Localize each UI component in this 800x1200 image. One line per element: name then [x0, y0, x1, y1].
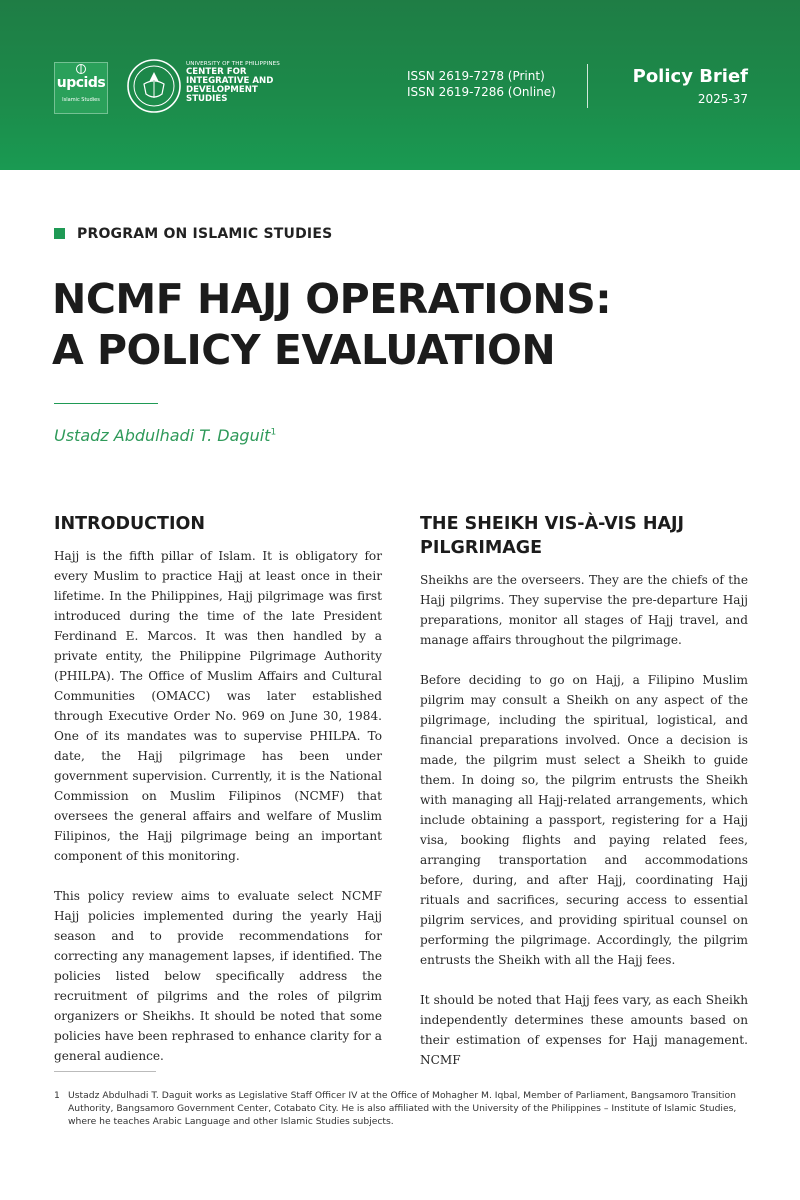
emblem-icon: [71, 63, 91, 75]
author-name: Ustadz Abdulhadi T. Daguit: [54, 426, 271, 445]
issn-block: [407, 68, 556, 100]
logo-subtext: Islamic Studies: [62, 97, 100, 103]
policy-brief-number: 2025-37: [697, 92, 748, 106]
center-name-line-4: STUDIES: [186, 93, 228, 104]
page-title: [52, 274, 752, 376]
center-name-line-2: INTEGRATIVE AND: [186, 75, 274, 86]
program-label: [54, 226, 332, 242]
university-seal-icon: [126, 58, 182, 114]
issn-print: ISSN 2619-7278 (Print): [407, 69, 545, 83]
center-name-line-1: CENTER FOR: [186, 66, 247, 77]
right-column: [420, 512, 748, 1090]
footnote: [54, 1089, 750, 1128]
title-line-2: A POLICY EVALUATION: [52, 326, 556, 374]
header-divider: [587, 64, 588, 108]
paragraph: It should be noted that Hajj fees vary, as each Sheikh independently determines these amounts based on their estimation of expenses for Hajj management. NCMF: [420, 993, 748, 1067]
title-rule: [54, 403, 158, 404]
left-column: [54, 512, 382, 1086]
policy-brief-label: Policy Brief: [632, 66, 748, 87]
title-line-1: NCMF HAJJ OPERATIONS:: [52, 275, 612, 323]
issn-online: ISSN 2619-7286 (Online): [407, 85, 556, 99]
footnote-text: Ustadz Abdulhadi T. Daguit works as Legislative Staff Officer IV at the Office of Mohagher M. Iqbal, Member of Parliament, Bangsamoro Transition Authority, Bangsamoro Government Center, Cotabato City. He is also affiliated with the University of the Philippines – Institute of Islamic Studies, where he teaches Arabic Language and other Islamic Studies subjects.: [68, 1090, 737, 1127]
footnote-number: 1: [54, 1090, 60, 1101]
sheikh-heading: THE SHEIKH VIS-À-VIS HAJJ PILGRIMAGE: [420, 514, 685, 558]
university-line: UNIVERSITY OF THE PHILIPPINES: [186, 61, 280, 67]
footnote-rule: [54, 1071, 156, 1072]
center-name: [186, 62, 326, 104]
center-name-line-3: DEVELOPMENT: [186, 84, 258, 95]
author-footnote-mark: 1: [270, 427, 277, 438]
paragraph: Before deciding to go on Hajj, a Filipino Muslim pilgrim may consult a Sheikh on any aspect of the pilgrimage, including the spiritual, logistical, and financial preparations involved. Once a decision is made, the pilgrim must select a Sheikh to guide them. In doing so, the pilgrim entrusts the Sheikh with managing all Hajj-related arrangements, which include obtaining a passport, registering for a Hajj visa, booking flights and paying related fees, arranging transportation and accommodations before, during, and after Hajj, coordinating Hajj rituals and sacrifices, securing access to essential pilgrim services, and providing spiritual counsel on performing the pilgrimage. Accordingly, the pilgrim entrusts the Sheikh with all the Hajj fees.: [420, 673, 748, 967]
green-square-icon: [54, 228, 65, 239]
upcids-logo: [54, 62, 108, 114]
paragraph: Hajj is the fifth pillar of Islam. It is obligatory for every Muslim to practice Hajj at least once in their lifetime. In the Philippines, Hajj pilgrimage was first introduced during the time of the late President Ferdinand E. Marcos. It was then handled by a private entity, the Philippine Pilgrimage Authority (PHILPA). The Office of Muslim Affairs and Cultural Communities (OMACC) was later established through Executive Order No. 969 on June 30, 1984. One of its mandates was to supervise PHILPA. To date, the Hajj pilgrimage has been under government supervision. Currently, it is the National Commission on Muslim Filipinos (NCMF) that oversees the general affairs and welfare of Muslim Filipinos, the Hajj pilgrimage being an important component of this monitoring.: [54, 549, 382, 863]
paragraph: Sheikhs are the overseers. They are the chiefs of the Hajj pilgrims. They supervise the pre-departure Hajj preparations, monitor all stages of Hajj travel, and manage affairs throughout the pilgrimage.: [420, 573, 748, 647]
introduction-heading: INTRODUCTION: [54, 514, 205, 534]
header-banner: [0, 0, 800, 170]
paragraph: This policy review aims to evaluate select NCMF Hajj policies implemented during the yearly Hajj season and to provide recommendations for correcting any management lapses, if identified. The policies listed below specifically address the recruitment of pilgrims and the roles of pilgrim organizers or Sheikhs. It should be noted that some policies have been rephrased to enhance clarity for a general audience.: [54, 889, 382, 1063]
author-byline: [54, 426, 276, 445]
logo-text: upcids: [56, 75, 106, 91]
program-text: PROGRAM ON ISLAMIC STUDIES: [77, 226, 333, 242]
